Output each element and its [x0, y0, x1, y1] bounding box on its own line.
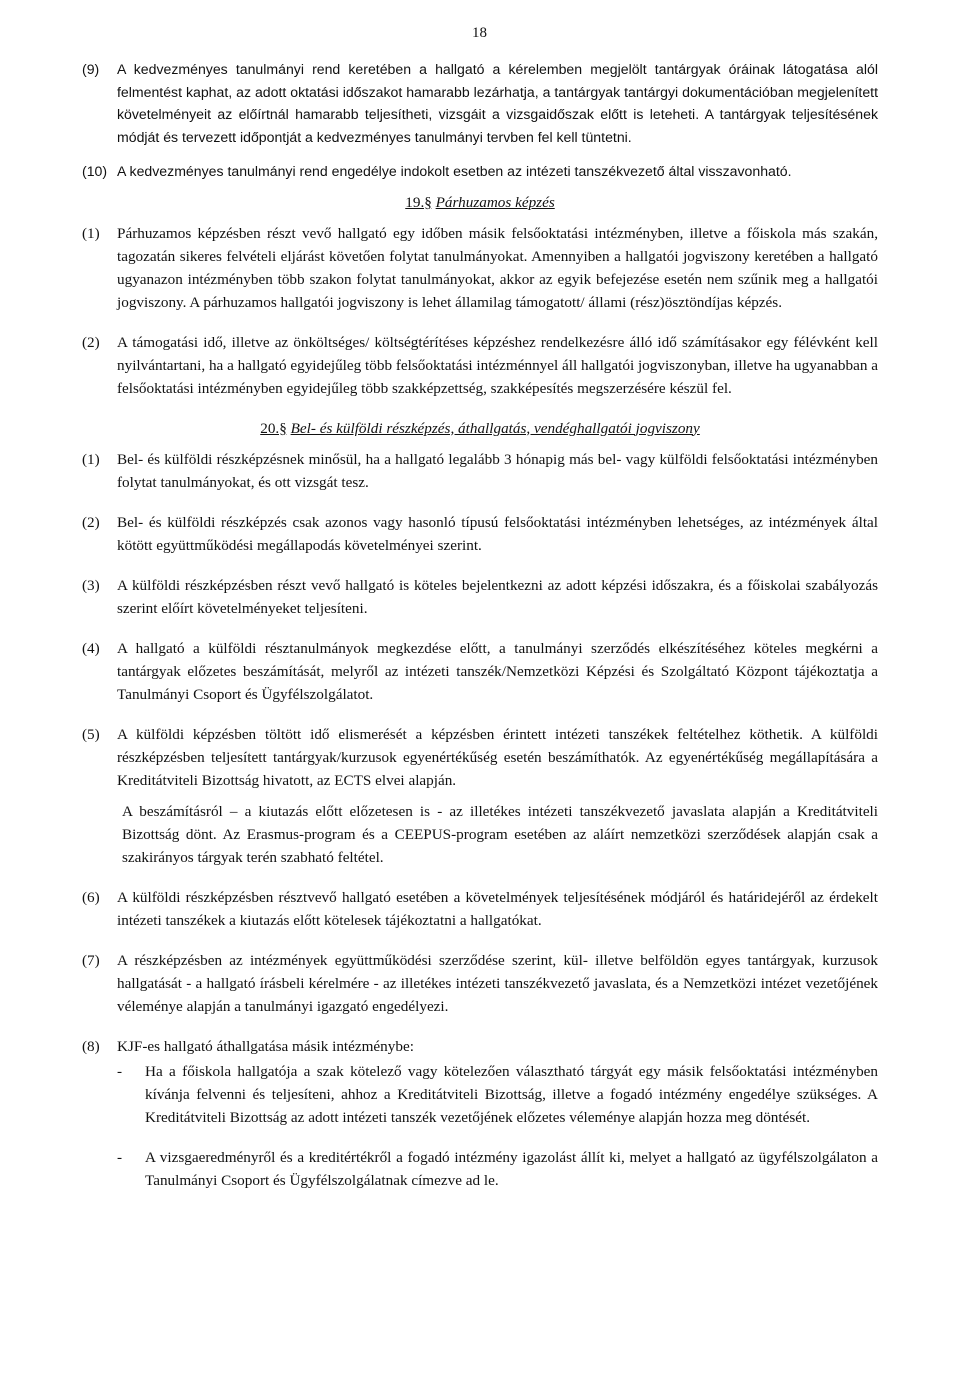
- paragraph-number: (2): [82, 333, 100, 351]
- paragraph-number: (5): [82, 725, 100, 743]
- section-number: 19.§: [405, 193, 432, 211]
- paragraph-number: (1): [82, 224, 100, 242]
- section-20-paragraph-4: [82, 637, 878, 706]
- paragraph-number: (3): [82, 576, 100, 594]
- paragraph-number: (8): [82, 1037, 100, 1055]
- bullet-item: [117, 1060, 878, 1129]
- paragraph-10: [82, 160, 878, 183]
- paragraph-text: A külföldi képzésben töltött idő elismerését a képzésben érintett intézeti tanszékek feltételhez köthetik. A külföldi részképzésben teljesített tantárgyak/kurzusok egyenértékűség esetén beszámíthatók. Az egyenértékűség megállapítására a Kreditátviteli Bizottság hivatott, az ECTS elvei alapján.: [117, 725, 878, 789]
- paragraph-number: (10): [82, 163, 108, 179]
- section-title: Párhuzamos képzés: [435, 193, 555, 211]
- paragraph-text: A hallgató a külföldi résztanulmányok megkezdése előtt, a tanulmányi szerződés elkészítéséhez köteles megkérni a tantárgyak előzetes beszámítását, melyről az intézeti tanszék/Nemzetközi Képzési és Szolgáltató Központ tájékoztatja a Tanulmányi Csoport és Ügyfélszolgálatot.: [117, 639, 878, 703]
- section-title: Bel- és külföldi részképzés, áthallgatás, vendéghallgatói jogviszony: [290, 419, 700, 437]
- section-20-paragraph-1: [82, 448, 878, 494]
- section-20-heading: [82, 417, 878, 440]
- section-20-paragraph-7: [82, 949, 878, 1018]
- paragraph-text: Párhuzamos képzésben részt vevő hallgató egy időben másik felsőoktatási intézményben, illetve a főiskola más szakán, tagozatán sikeres felvételi eljárást követően folytat tanulmányokat. Amennyiben a hallgatói jogviszony keretében a hallgató ugyanazon intézményben több szakon folytat tanulmányokat, akkor az egyik befejezése esetén nem szűnik meg a hallgatói jogviszony. A párhuzamos hallgatói jogviszony is lehet államilag támogatott/ állami (rész)ösztöndíjas képzés.: [117, 224, 878, 311]
- bullet-dash: -: [117, 1062, 123, 1080]
- section-20-paragraph-6: [82, 886, 878, 932]
- section-number: 20.§: [260, 419, 287, 437]
- section-20-paragraph-2: [82, 511, 878, 557]
- paragraph-text: Bel- és külföldi részképzésnek minősül, ha a hallgató legalább 3 hónapig más bel- vagy külföldi felsőoktatási intézményben folytat tanulmányokat, és ott vizsgát tesz.: [117, 450, 878, 491]
- bullet-text: Ha a főiskola hallgatója a szak kötelező vagy kötelezően választható tárgyát egy másik felsőoktatási intézményben kívánja felvenni és teljesíteni, ahhoz a Kreditátviteli Bizottság, illetve a fogadó intézmény engedélye szükséges. A Kreditátviteli Bizottság az adott intézeti tanszék vezetőjének előzetes véleménye alapján hozza meg döntését.: [145, 1062, 878, 1126]
- paragraph-text: A külföldi részképzésben résztvevő hallgató esetében a követelmények teljesítésének módjáról és határidejéről az érdekelt intézeti tanszékek a kiutazás előtt kötelesek tájékoztatni a hallgatókat.: [117, 888, 878, 929]
- paragraph-number: (4): [82, 639, 100, 657]
- paragraph-number: (1): [82, 450, 100, 468]
- page-number: 18: [472, 25, 487, 41]
- paragraph-text: A kedvezményes tanulmányi rend engedélye indokolt esetben az intézeti tanszékvezető által visszavonható.: [117, 163, 792, 179]
- document-body: [82, 58, 878, 1192]
- section-20-paragraph-5: [82, 723, 878, 792]
- paragraph-text: A kedvezményes tanulmányi rend keretében a hallgató a kérelemben megjelölt tantárgyak óráinak látogatása alól felmentést kaphat, az adott oktatási időszakot hamarabb lezárhatja, a tantárgyak tantárgyi dokumentációban megjelenített követelményeit az előírtnál hamarabb teljesítheti, vizsgáit a vizsgaidőszak előtt is leteheti. A tantárgyak teljesítésének módját és tervezett időpontját a kedvezményes tanulmányi tervben fel kell tüntetni.: [117, 61, 878, 145]
- paragraph-text: KJF-es hallgató áthallgatása másik intézménybe:: [117, 1037, 414, 1055]
- paragraph-text: A részképzésben az intézmények együttműködési szerződése szerint, kül- illetve belföldön egyes tantárgyak, kurzusok hallgatását - a hallgató írásbeli kérelmére - az illetékes intézeti tanszékvezető javaslata, és a Nemzetközi intézet vezetőjének véleménye alapján a tanulmányi igazgató engedélyezi.: [117, 951, 878, 1015]
- paragraph-text: Bel- és külföldi részképzés csak azonos vagy hasonló típusú felsőoktatási intézményben lehetséges, az intézmények által kötött együttműködési megállapodás követelményei szerint.: [117, 513, 878, 554]
- bullet-text: A vizsgaeredményről és a kreditértékről a fogadó intézmény igazolást állít ki, melyet a hallgató az ügyfélszolgálaton a Tanulmányi Csoport és Ügyfélszolgálatnak címezve ad le.: [145, 1148, 878, 1189]
- paragraph-5-continuation: A beszámításról – a kiutazás előtt előzetesen is - az illetékes intézeti tanszékvezető javaslata alapján a Kreditátviteli Bizottság dönt. Az Erasmus-program és a CEEPUS-program esetében az aláírt nemzetközi szerződések alapján csak a szakirányos tárgyak terén szabható feltétel.: [122, 802, 878, 866]
- paragraph-9: [82, 58, 878, 148]
- section-19-paragraph-1: [82, 222, 878, 314]
- paragraph-number: (2): [82, 513, 100, 531]
- section-19-heading: [82, 191, 878, 214]
- section-20-paragraph-8: [82, 1035, 878, 1058]
- bullet-item: [117, 1146, 878, 1192]
- paragraph-number: (9): [82, 61, 100, 77]
- section-19-paragraph-2: [82, 331, 878, 400]
- paragraph-text: A támogatási idő, illetve az önköltséges/ költségtérítéses képzéshez rendelkezésre álló idő számításakor egy félévként kell nyilvántartani, ha a hallgató egyidejűleg több felsőoktatási intézménnyel áll hallgatói jogviszonyban, illetve ha ugyanabban a felsőoktatási intézményben egyidejűleg több szakképzettség, szakképesítés megszerzésére készül fel.: [117, 333, 878, 397]
- paragraph-number: (6): [82, 888, 100, 906]
- paragraph-text: A külföldi részképzésben részt vevő hallgató is köteles bejelentkezni az adott képzési időszakra, és a főiskolai szabályozás szerint előírt követelményeket teljesíteni.: [117, 576, 878, 617]
- section-20-paragraph-3: [82, 574, 878, 620]
- bullet-dash: -: [117, 1148, 123, 1166]
- paragraph-number: (7): [82, 951, 100, 969]
